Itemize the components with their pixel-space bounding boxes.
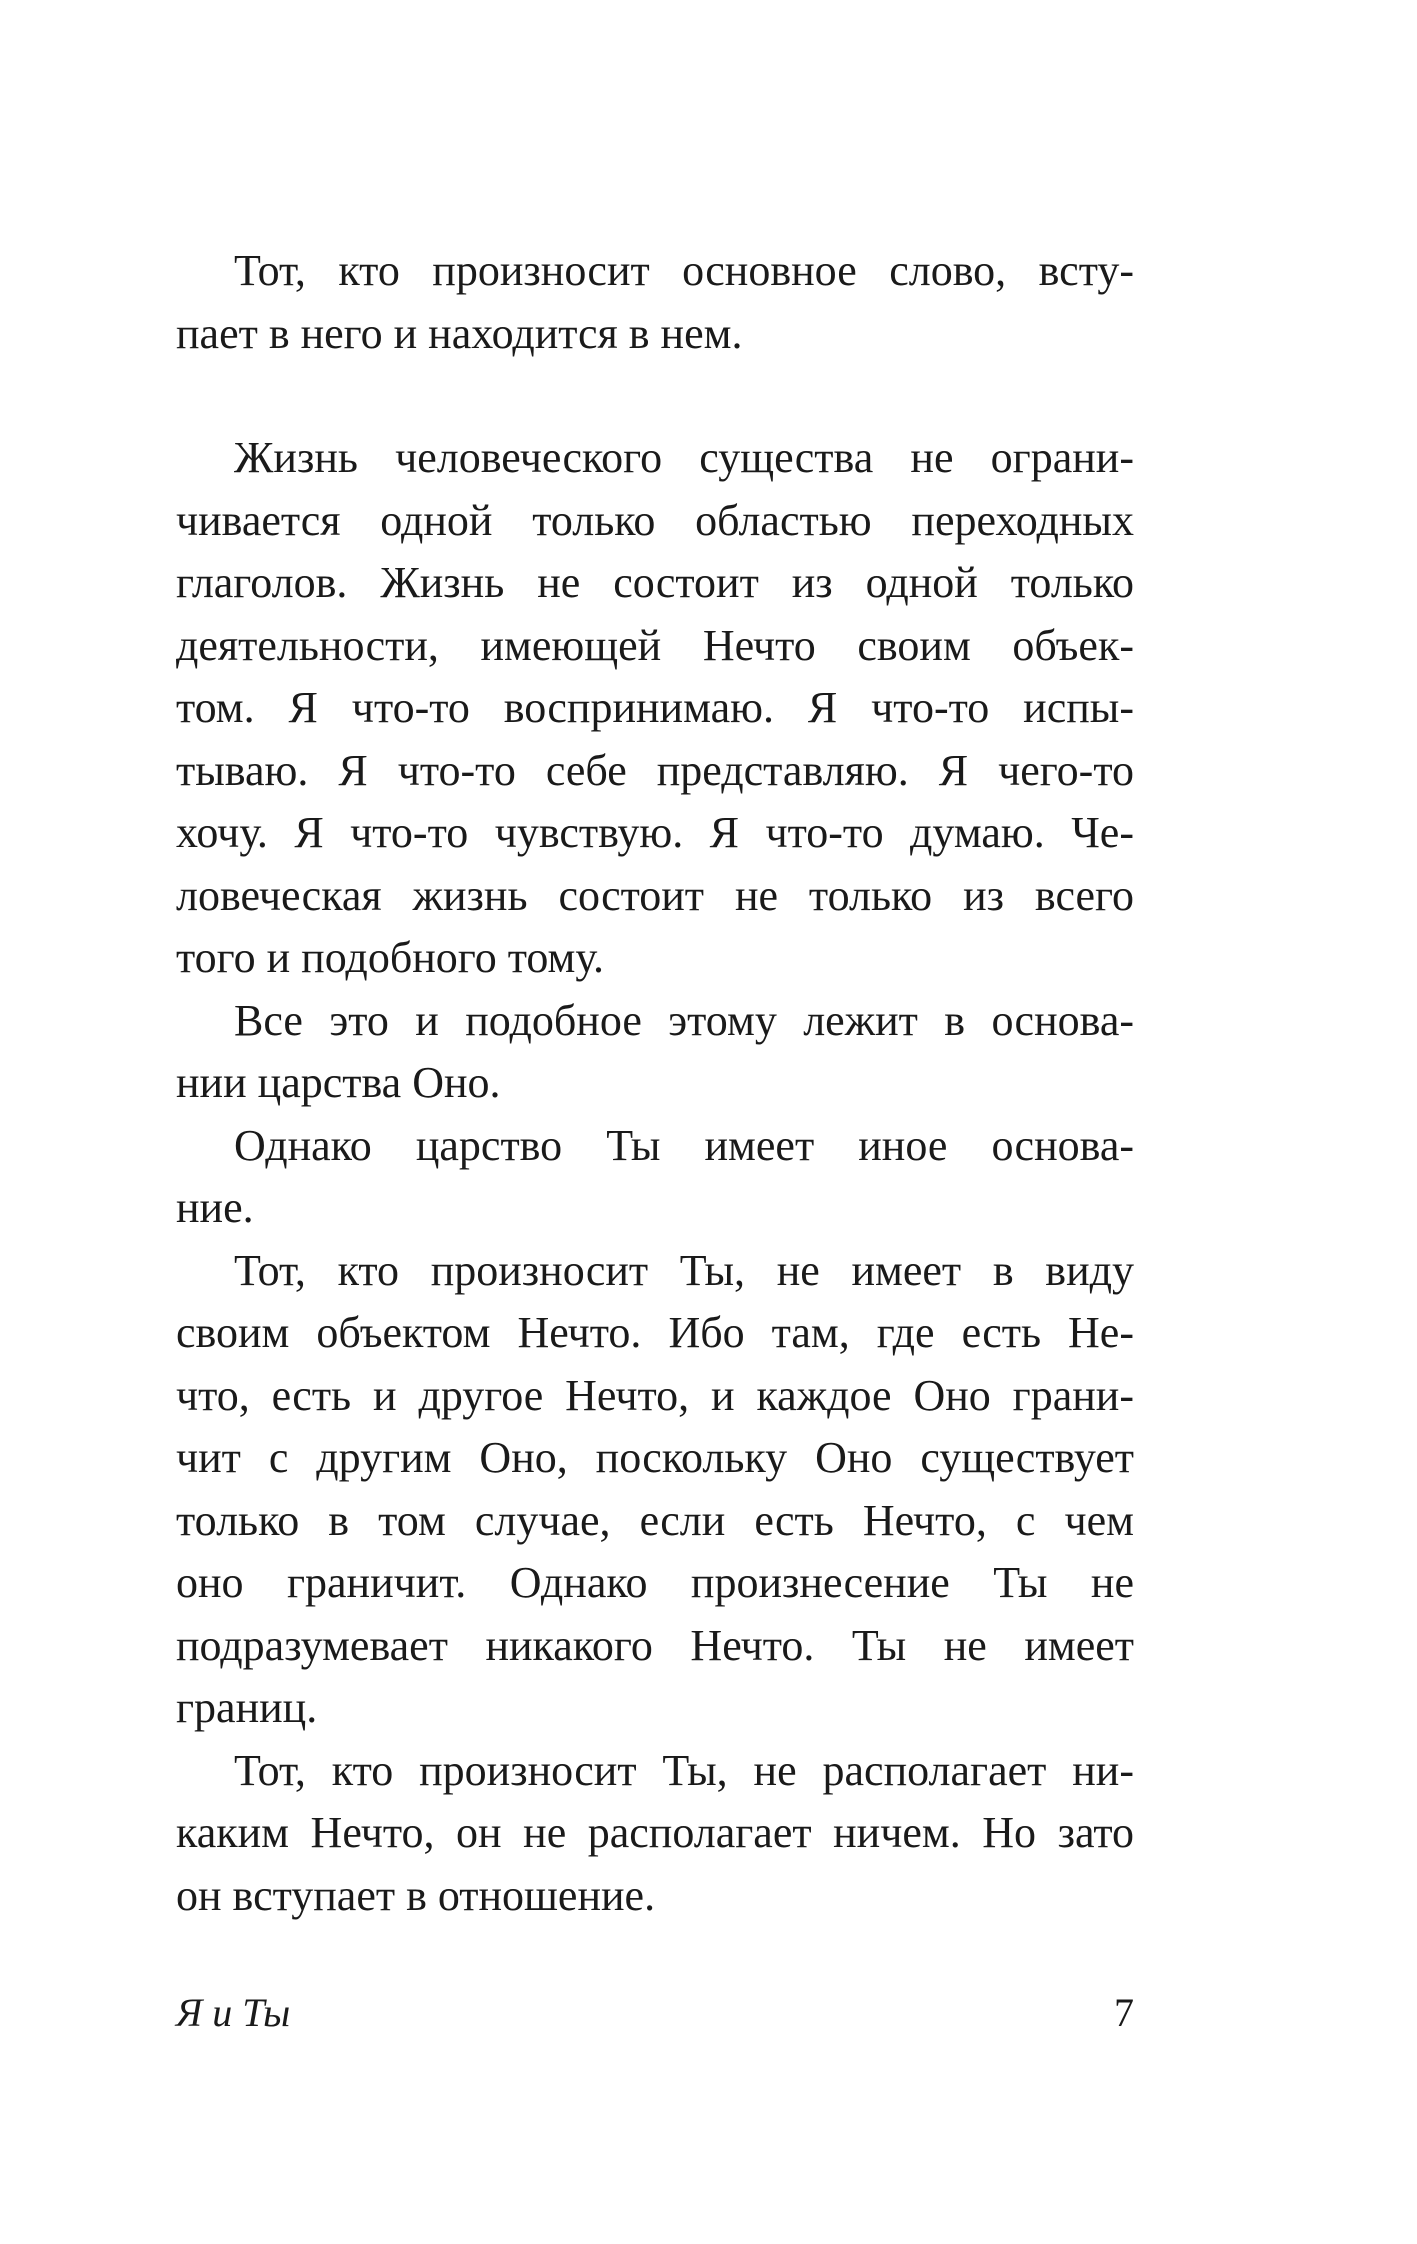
text-line: своим объектом Нечто. Ибо там, где есть Не- [176, 1308, 1134, 1357]
page-number: 7 [1114, 1990, 1134, 2035]
text-line: ловеческая жизнь состоит не только из всего [176, 870, 1134, 920]
text-line: границ. [176, 1683, 318, 1732]
text-line: хочу. Я что-то чувствую. Я что-то думаю. Че- [176, 808, 1134, 857]
page-body [176, 240, 1134, 1927]
text-line: том. Я что-то воспринимаю. Я что-то испы- [176, 683, 1134, 732]
paragraph-6 [176, 1740, 1134, 1928]
running-title: Я и Ты [176, 1990, 291, 2035]
text-line: Жизнь человеческого существа не ограни- [234, 433, 1134, 482]
text-line: чивается одной только областью переходных [176, 495, 1134, 545]
paragraph-2 [176, 427, 1134, 990]
text-line: каким Нечто, он не располагает ничем. Но зато [176, 1808, 1134, 1857]
text-line: подразумевает никакого Нечто. Ты не имеет [176, 1620, 1134, 1670]
text-line: Все это и подобное этому лежит в основа- [234, 995, 1134, 1045]
text-line: нии царства Оно. [176, 1058, 501, 1107]
text-line: того и подобного тому. [176, 933, 604, 982]
text-line: деятельности, имеющей Нечто своим объек- [176, 620, 1134, 670]
text-line: оно граничит. Однако произнесение Ты не [176, 1558, 1134, 1607]
paragraph-5 [176, 1240, 1134, 1740]
text-line: пает в него и находится в нем. [176, 308, 743, 358]
paragraph-4 [176, 1115, 1134, 1240]
text-line: только в том случае, если есть Нечто, с чем [176, 1495, 1134, 1545]
text-line: он вступает в отношение. [176, 1870, 656, 1920]
text-line: чит с другим Оно, поскольку Оно существует [176, 1433, 1134, 1482]
text-line: глаголов. Жизнь не состоит из одной только [176, 558, 1134, 607]
paragraph-1 [176, 240, 1134, 365]
text-line: Тот, кто произносит основное слово, всту- [234, 246, 1134, 295]
text-line: Однако царство Ты имеет иное основа- [234, 1120, 1134, 1170]
text-line: Тот, кто произносит Ты, не располагает ни- [234, 1745, 1134, 1795]
text-line: тываю. Я что-то себе представляю. Я чего-то [176, 745, 1134, 795]
text-line: ние. [176, 1183, 254, 1232]
paragraph-3 [176, 990, 1134, 1115]
text-line: Тот, кто произносит Ты, не имеет в виду [234, 1245, 1134, 1295]
page-footer [176, 1983, 1134, 2043]
text-line: что, есть и другое Нечто, и каждое Оно грани- [176, 1370, 1134, 1420]
